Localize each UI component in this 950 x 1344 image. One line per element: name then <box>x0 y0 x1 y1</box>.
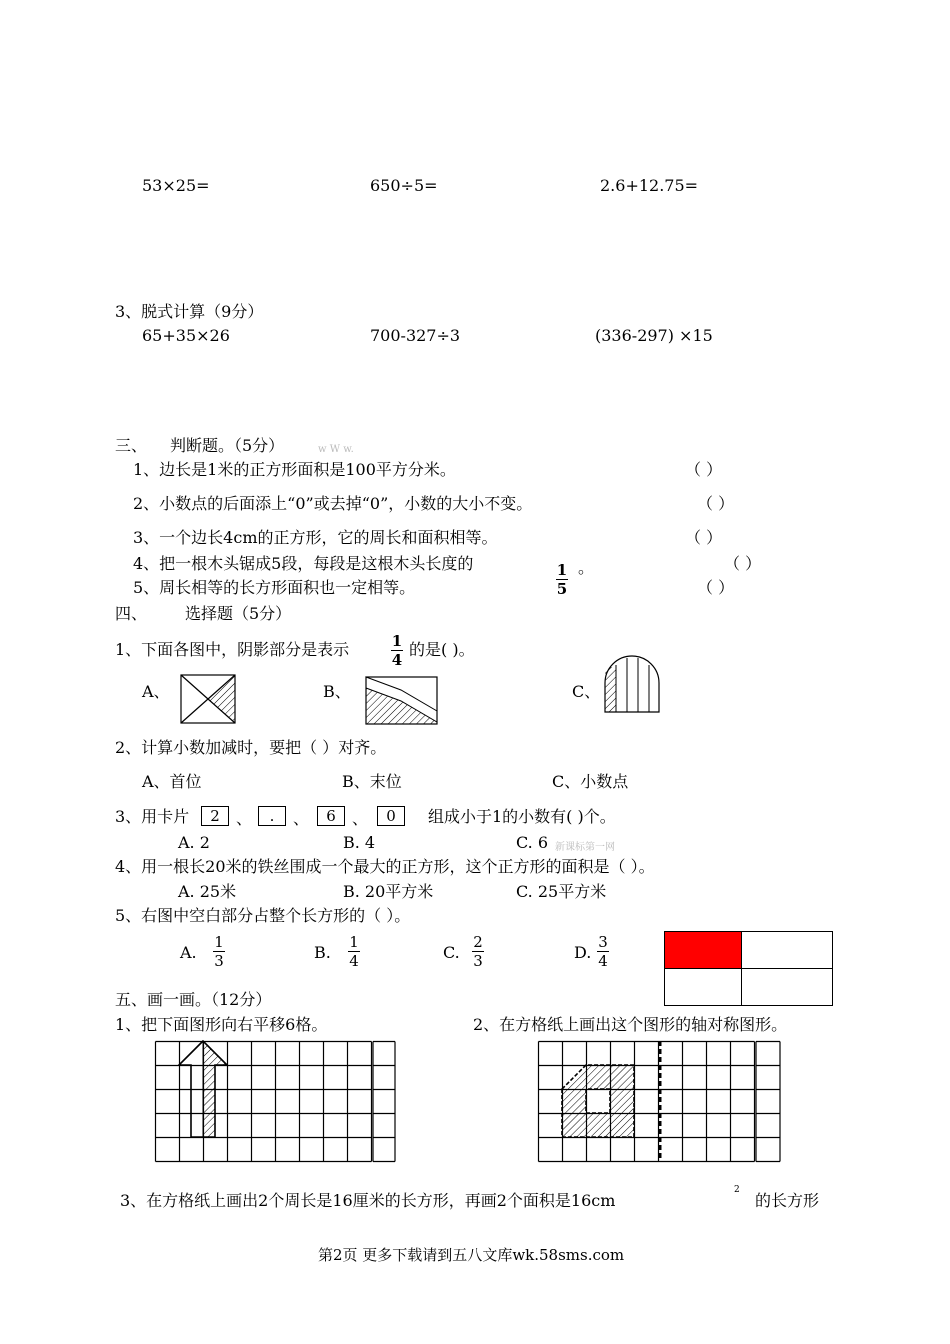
choice-q1-text-b: 的是( )。 <box>409 640 475 659</box>
fraction-denominator: 5 <box>556 580 568 598</box>
figure-c <box>602 655 662 715</box>
choice-q3-option-a: A. 2 <box>178 833 210 852</box>
judge-blank-4[interactable]: （ ） <box>724 554 762 573</box>
draw-q1: 1、把下面图形向右平移6格。 <box>115 1015 328 1034</box>
card-sep-3: 、 <box>352 809 369 828</box>
fraction-numerator: 1 <box>391 632 403 650</box>
choice-q2-option-c: C、小数点 <box>552 772 629 791</box>
card-dot: . <box>258 806 286 826</box>
calc3-item-2: 700-327÷3 <box>370 326 461 345</box>
fraction-denominator: 4 <box>349 952 359 970</box>
choice-q4-text: 4、用一根长20米的铁丝围成一个最大的正方形，这个正方形的面积是（ ）。 <box>115 857 655 876</box>
choice-q5-option-c-label: C. <box>443 943 460 962</box>
grid-2 <box>538 1041 782 1163</box>
choice-q5-option-a-frac <box>213 934 225 969</box>
calc3-item-3: (336-297) ×15 <box>595 326 713 345</box>
judge-watermark: w W w. <box>318 444 354 455</box>
judge-blank-2[interactable]: （ ） <box>697 494 735 513</box>
choice-q1-fraction <box>391 633 403 668</box>
q5-rectangle <box>664 931 834 1007</box>
choice-q3-text-b: 组成小于1的小数有( )个。 <box>428 807 616 826</box>
card-sep-1: 、 <box>236 809 253 828</box>
choice-q1-text-a: 1、下面各图中，阴影部分是表示 <box>115 640 350 659</box>
draw-q3-sup: 2 <box>734 1185 740 1195</box>
card-0: 0 <box>377 806 405 826</box>
judge-item-5: 5、周长相等的长方形面积也一定相等。 <box>133 578 416 597</box>
choice-q5-option-d-label: D. <box>574 943 592 962</box>
choice-q2-text: 2、计算小数加减时，要把（ ）对齐。 <box>115 738 387 757</box>
fraction-numerator: 1 <box>214 933 224 951</box>
fraction-denominator: 3 <box>473 952 483 970</box>
figure-a-shaded <box>208 675 235 723</box>
choice-q5-option-b-frac <box>348 934 360 969</box>
calc-item-2: 650÷5= <box>370 176 438 195</box>
choice-q5-text: 5、右图中空白部分占整个长方形的（ ）。 <box>115 906 411 925</box>
judge-blank-1[interactable]: （ ） <box>685 460 723 479</box>
fraction-numerator: 3 <box>598 933 608 951</box>
choice-q3-option-c: C. 6 <box>516 833 549 852</box>
page-footer: 第2页 更多下载请到五八文库wk.58sms.com <box>318 1246 625 1264</box>
choice-heading: 选择题（5分） <box>185 604 292 623</box>
card-6: 6 <box>317 806 345 826</box>
fraction-denominator: 4 <box>598 952 608 970</box>
fraction-denominator: 3 <box>214 952 224 970</box>
fraction-numerator: 2 <box>473 933 483 951</box>
calc3-item-1: 65+35×26 <box>142 326 230 345</box>
judge-blank-3[interactable]: （ ） <box>685 528 723 547</box>
calc3-heading: 3、脱式计算（9分） <box>115 302 264 321</box>
judge-q4-fraction <box>556 562 568 597</box>
choice-q5-option-a-label: A. <box>180 943 197 962</box>
judge-item-4: 4、把一根木头锯成5段，每段是这根木头长度的 <box>133 554 474 573</box>
judge-blank-5[interactable]: （ ） <box>697 578 735 597</box>
judge-item-3: 3、一个边长4cm的正方形，它的周长和面积相等。 <box>133 528 498 547</box>
choice-heading-num: 四、 <box>115 604 148 623</box>
choice-q1-option-a: A、 <box>142 682 170 701</box>
draw-q3-b: 的长方形 <box>755 1191 820 1210</box>
choice-q4-option-a: A. 25米 <box>178 882 237 901</box>
choice-q4-option-c: C. 25平方米 <box>516 882 607 901</box>
draw-heading: 五、画一画。（12分） <box>115 990 272 1009</box>
fraction-numerator: 1 <box>556 561 568 579</box>
figure-a <box>180 674 236 724</box>
choice-q2-option-b: B、末位 <box>342 772 402 791</box>
choice-q5-option-c-frac <box>472 934 484 969</box>
choice-q1-option-b: B、 <box>323 682 351 701</box>
choice-q1-option-c: C、 <box>572 682 601 701</box>
judge-heading-num: 三、 <box>115 436 148 455</box>
judge-heading: 判断题。（5分） <box>170 436 285 455</box>
q5-shaded-part <box>665 932 742 969</box>
choice-q5-option-b-label: B. <box>314 943 331 962</box>
choice-q3-watermark: 新课标第一网 <box>555 842 615 853</box>
card-sep-2: 、 <box>293 809 310 828</box>
choice-q2-option-a: A、首位 <box>142 772 202 791</box>
grid-1 <box>155 1041 399 1163</box>
choice-q3-text-a: 3、用卡片 <box>115 807 190 826</box>
choice-q5-option-d-frac <box>597 934 609 969</box>
figure-b <box>365 676 439 726</box>
fraction-denominator: 4 <box>391 651 403 669</box>
choice-q3-option-b: B. 4 <box>343 833 376 852</box>
judge-item-1: 1、边长是1米的正方形面积是100平方分米。 <box>133 460 456 479</box>
choice-q4-option-b: B. 20平方米 <box>343 882 434 901</box>
judge-q4-tail: 。 <box>578 558 595 577</box>
calc-item-3: 2.6+12.75= <box>600 176 699 195</box>
card-2: 2 <box>201 806 229 826</box>
draw-q2: 2、在方格纸上画出这个图形的轴对称图形。 <box>473 1015 788 1034</box>
shape-shaded <box>562 1065 634 1137</box>
figure-b-shaded <box>366 688 437 724</box>
calc-item-1: 53×25= <box>142 176 210 195</box>
judge-item-2: 2、小数点的后面添上“0”或去掉“0”，小数的大小不变。 <box>133 494 533 513</box>
draw-q3-a: 3、在方格纸上画出2个周长是16厘米的长方形，再画2个面积是16cm <box>120 1191 616 1210</box>
fraction-numerator: 1 <box>349 933 359 951</box>
